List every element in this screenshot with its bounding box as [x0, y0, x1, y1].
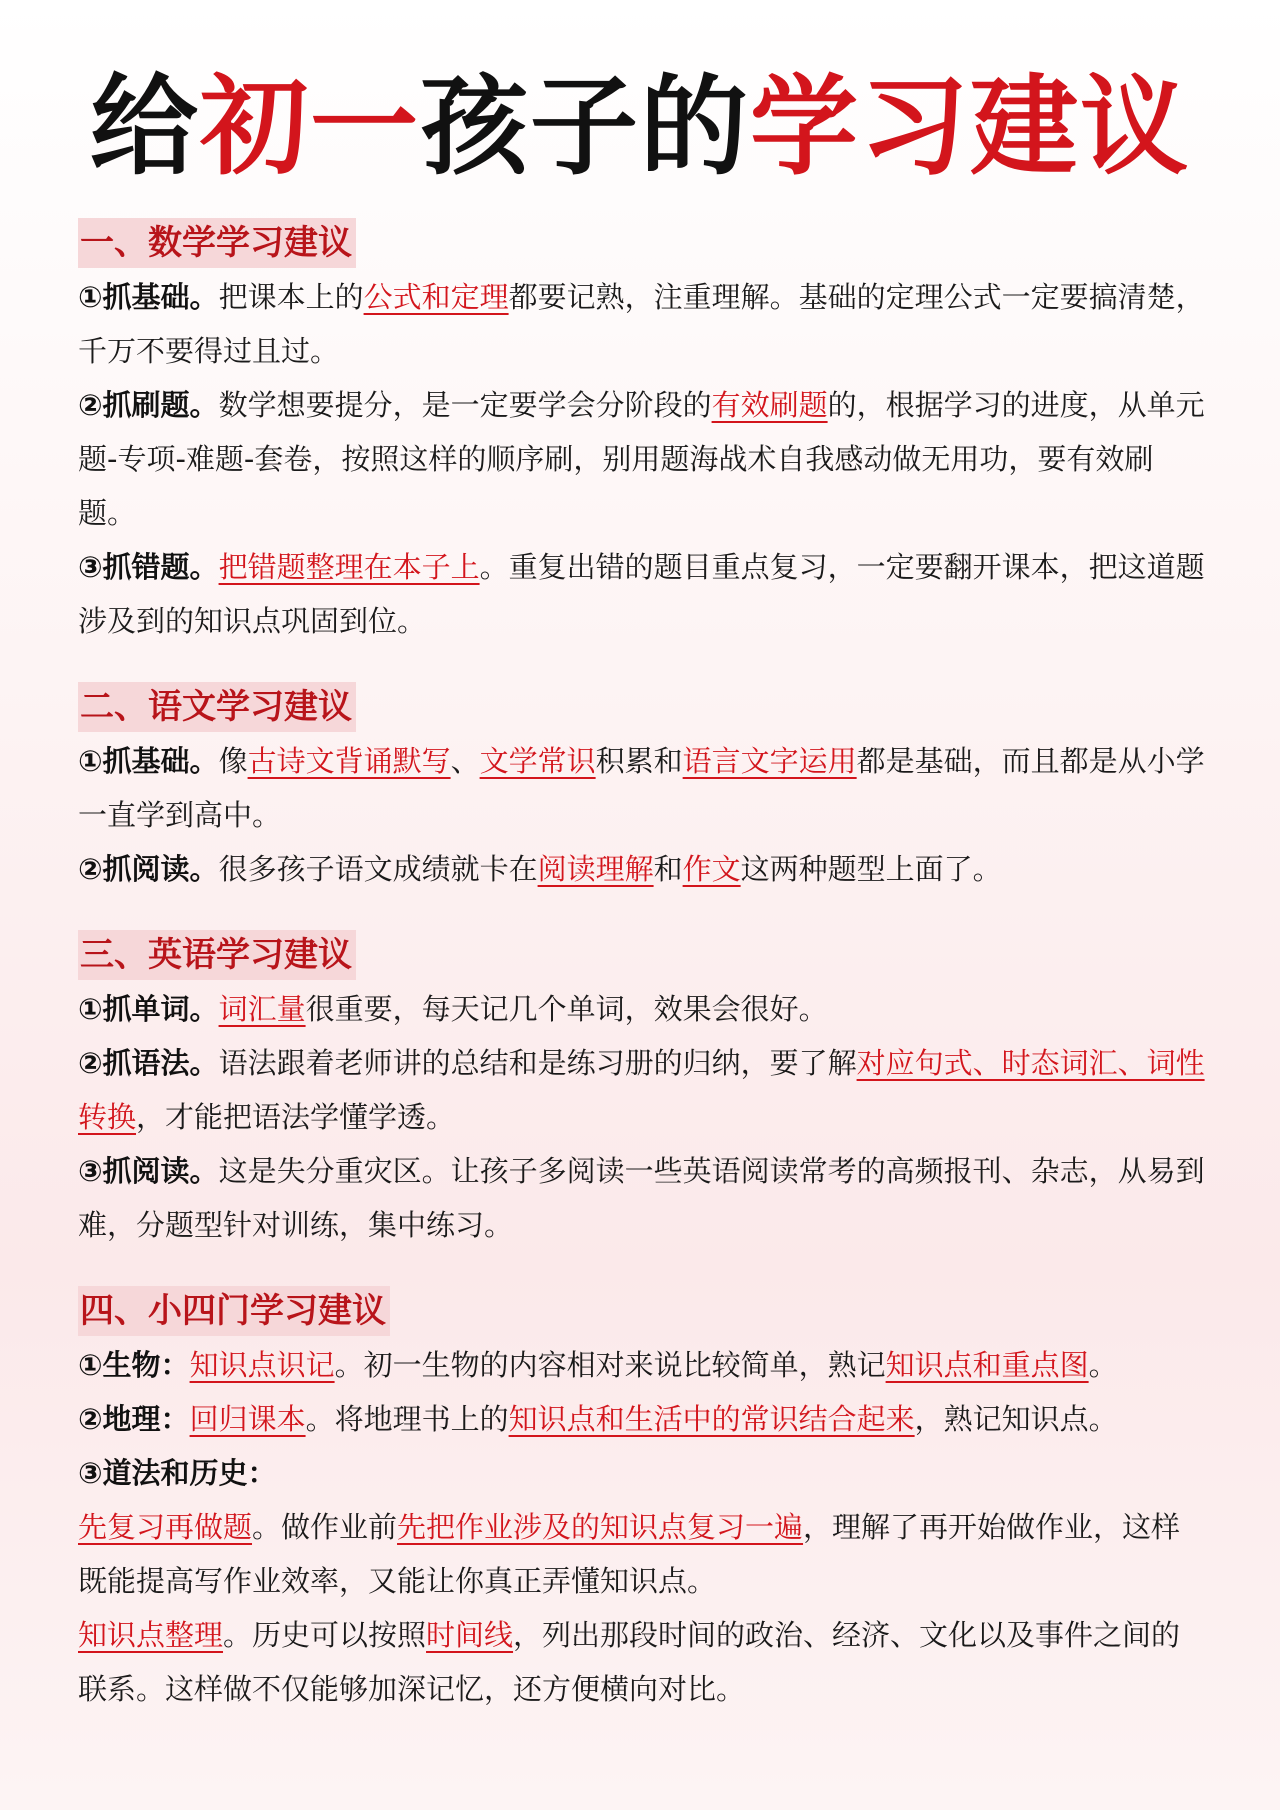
item-lead: ②地理： — [78, 1402, 190, 1436]
advice-item — [78, 982, 1208, 1036]
section-chinese — [78, 682, 1208, 896]
highlight-text: 公式和定理 — [363, 280, 509, 314]
advice-item — [78, 842, 1208, 896]
item-text: 。做作业前 — [252, 1510, 398, 1544]
advice-item — [78, 1608, 1208, 1716]
item-lead: ③道法和历史： — [78, 1456, 277, 1490]
highlight-text: 先复习再做题 — [78, 1510, 253, 1544]
item-text: ，列出那段时间的政治、经济、文化以及事件之间的联系。这样做不仅能够加深记忆，还方便横向对比。 — [78, 1618, 1181, 1706]
highlight-text: 有效刷题 — [711, 388, 828, 422]
item-text: 、 — [450, 744, 480, 778]
advice-item — [78, 1446, 1208, 1500]
item-text: 都要记熟，注重理解。基础的定理公式一定要搞清楚，千万不要得过且过。 — [78, 280, 1205, 368]
title-part-3: 孩子的 — [420, 65, 751, 190]
section-english — [78, 930, 1208, 1252]
highlight-text: 知识点整理 — [78, 1618, 224, 1652]
item-text: 像 — [218, 744, 248, 778]
item-text: 积累和 — [595, 744, 683, 778]
item-text: 很重要，每天记几个单词，效果会很好。 — [305, 992, 828, 1026]
item-lead: ②抓语法。 — [78, 1046, 219, 1080]
highlight-text: 词汇量 — [218, 992, 306, 1026]
title-part-2: 初一 — [199, 65, 420, 190]
item-text: 。 — [1088, 1348, 1118, 1382]
item-text: ，才能把语法学懂学透。 — [136, 1100, 456, 1134]
advice-item — [78, 1144, 1208, 1252]
item-text: 和 — [653, 852, 683, 886]
section-minor-subjects — [78, 1286, 1208, 1716]
highlight-text: 把错题整理在本子上 — [218, 550, 480, 584]
highlight-text: 对应句式、时态词汇、词性转换 — [78, 1046, 1205, 1134]
highlight-text: 知识点识记 — [189, 1348, 335, 1382]
highlight-text: 知识点和重点图 — [885, 1348, 1089, 1382]
item-text: 这是失分重灾区。让孩子多阅读一些英语阅读常考的高频报刊、杂志，从易到难，分题型针对训练，集中练习。 — [78, 1154, 1205, 1242]
item-lead: ①抓基础。 — [78, 744, 219, 778]
section-heading: 二、语文学习建议 — [78, 682, 356, 732]
highlight-text: 先把作业涉及的知识点复习一遍 — [397, 1510, 804, 1544]
item-text: ，熟记知识点。 — [914, 1402, 1118, 1436]
advice-item — [78, 540, 1208, 648]
advice-item — [78, 378, 1208, 540]
highlight-text: 回归课本 — [189, 1402, 306, 1436]
item-lead: ③抓阅读。 — [78, 1154, 219, 1188]
highlight-text: 知识点和生活中的常识结合起来 — [508, 1402, 915, 1436]
item-lead: ①生物： — [78, 1348, 190, 1382]
item-text: 很多孩子语文成绩就卡在 — [218, 852, 538, 886]
advice-item — [78, 734, 1208, 842]
item-text: 都是基础，而且都是从小学一直学到高中。 — [78, 744, 1205, 832]
content — [78, 218, 1208, 1750]
highlight-text: 时间线 — [426, 1618, 514, 1652]
highlight-text: 古诗文背诵默写 — [247, 744, 451, 778]
item-lead: ①抓单词。 — [78, 992, 219, 1026]
section-heading: 一、数学学习建议 — [78, 218, 356, 268]
highlight-text: 阅读理解 — [537, 852, 654, 886]
item-lead: ①抓基础。 — [78, 280, 219, 314]
item-text: 数学想要提分，是一定要学会分阶段的 — [218, 388, 712, 422]
item-text: 的，根据学习的进度，从单元题-专项-难题-套卷，按照这样的顺序刷，别用题海战术自我感动做无用功，要有效刷题。 — [78, 388, 1205, 530]
advice-item — [78, 1338, 1208, 1392]
advice-item — [78, 1036, 1208, 1144]
item-lead: ②抓阅读。 — [78, 852, 219, 886]
item-lead: ②抓刷题。 — [78, 388, 219, 422]
section-math — [78, 218, 1208, 648]
item-lead: ③抓错题。 — [78, 550, 219, 584]
highlight-text: 语言文字运用 — [682, 744, 857, 778]
item-text: 这两种题型上面了。 — [740, 852, 1002, 886]
section-heading: 四、小四门学习建议 — [78, 1286, 390, 1336]
item-text: 。重复出错的题目重点复习，一定要翻开课本，把这道题涉及到的知识点巩固到位。 — [78, 550, 1205, 638]
section-heading: 三、英语学习建议 — [78, 930, 356, 980]
advice-item — [78, 1392, 1208, 1446]
highlight-text: 文学常识 — [479, 744, 596, 778]
item-text: ，理解了再开始做作业，这样既能提高写作业效率，又能让你真正弄懂知识点。 — [78, 1510, 1181, 1598]
page-title — [0, 58, 1280, 198]
item-text: 语法跟着老师讲的总结和是练习册的归纳，要了解 — [218, 1046, 857, 1080]
item-text: 。将地理书上的 — [305, 1402, 509, 1436]
advice-item — [78, 1500, 1208, 1608]
item-text: 。历史可以按照 — [223, 1618, 427, 1652]
title-part-1: 给 — [89, 65, 200, 190]
item-text: 把课本上的 — [218, 280, 364, 314]
title-part-4: 学习建议 — [750, 65, 1191, 190]
highlight-text: 作文 — [682, 852, 741, 886]
advice-item — [78, 270, 1208, 378]
item-text: 。初一生物的内容相对来说比较简单，熟记 — [334, 1348, 886, 1382]
